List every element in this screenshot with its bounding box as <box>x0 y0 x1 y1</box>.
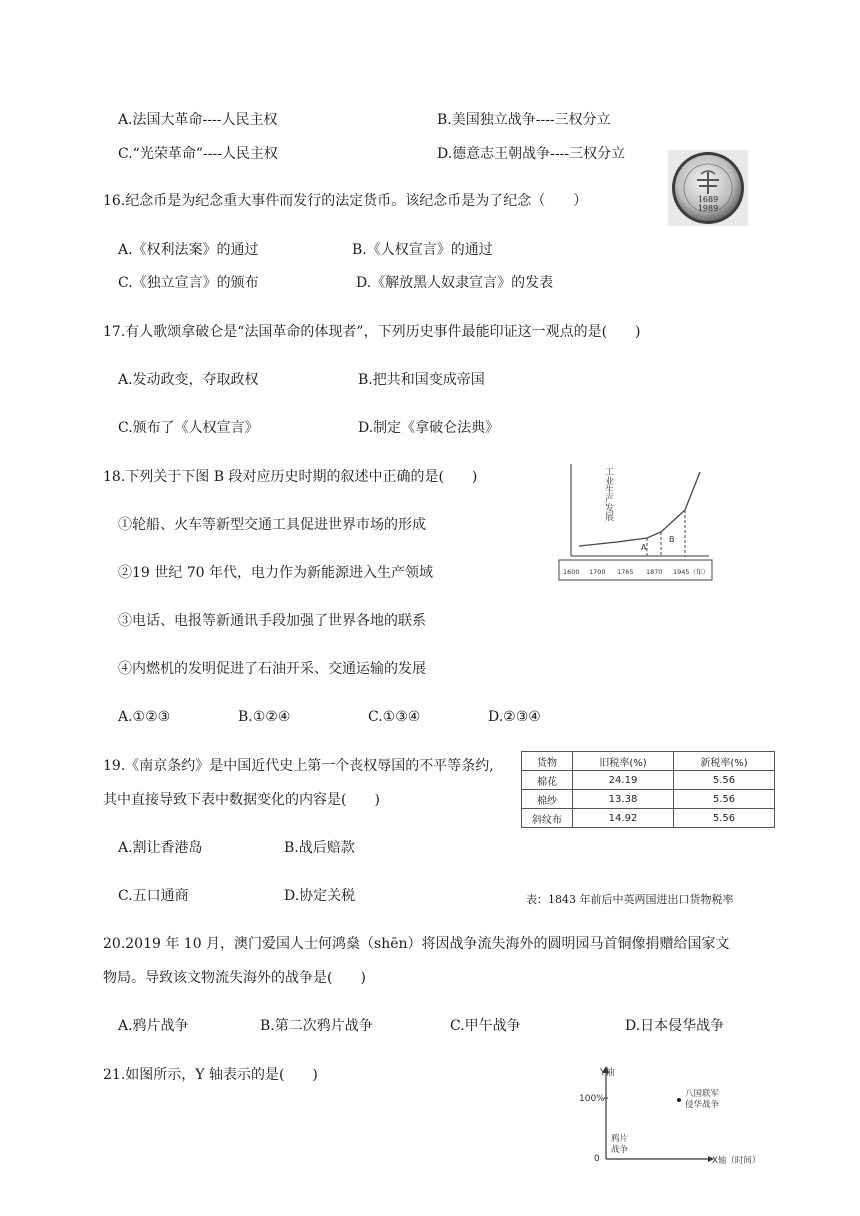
industrial-production-figure <box>557 458 714 584</box>
q19-stem-line-2: 其中直接导致下表中数据变化的内容是( ) <box>103 792 380 808</box>
q18-option-c: C.①③④ <box>368 709 421 725</box>
q18-option-d: D.②③④ <box>488 709 541 725</box>
table-cell: 24.19 <box>573 771 674 790</box>
x-axis-label: X轴（时间） <box>712 1156 761 1166</box>
q17-stem: 17.有人歌颂拿破仑是“法国革命的体现者”，下列历史事件最能印证这一观点的是( ) <box>103 324 641 340</box>
q16-stem: 16.纪念币是为纪念重大事件而发行的法定货币。该纪念币是为了纪念（ ） <box>103 193 588 209</box>
q20-option-d: D.日本侵华战争 <box>625 1018 725 1034</box>
table-cell: 斜纹布 <box>522 809 573 828</box>
tick-1870: 1870 <box>646 568 663 576</box>
q19-table-caption: 表：1843 年前后中英两国进出口货物税率 <box>526 893 734 906</box>
segment-b-label: B <box>669 535 675 544</box>
tick-1700: 1700 <box>589 568 606 576</box>
table-cell: 14.92 <box>573 809 674 828</box>
q20-option-c: C.甲午战争 <box>450 1018 521 1034</box>
q21-axis-figure <box>578 1063 764 1173</box>
point-label-bottom-2: 战争 <box>611 1145 629 1155</box>
coin-year-top: 1689 <box>697 195 719 204</box>
table-cell: 5.56 <box>674 809 775 828</box>
q15-option-b: B.美国独立战争----三权分立 <box>437 112 611 128</box>
q20-option-a: A.鸦片战争 <box>118 1018 189 1034</box>
figure-ylabel: 工业生产发展 <box>559 467 613 477</box>
q18-option-b: B.①②④ <box>238 709 291 725</box>
q16-option-a: A.《权利法案》的通过 <box>118 242 259 258</box>
table-cell: 5.56 <box>674 790 775 809</box>
segment-a-label: A <box>641 543 647 552</box>
q18-item-4: ④内燃机的发明促进了石油开采、交通运输的发展 <box>118 661 426 677</box>
q19-option-b: B.战后赔款 <box>284 840 355 856</box>
table-header-new-rate: 新税率(%) <box>674 752 775 771</box>
point-label-top-2: 侵华战争 <box>685 1100 720 1110</box>
q20-stem-line-1: 20.2019 年 10 月，澳门爱国人士何鸿燊（shēn）将因战争流失海外的圆明园马首铜像捐赠给国家文 <box>103 936 730 952</box>
q16-option-d: D.《解放黑人奴隶宣言》的发表 <box>356 275 554 291</box>
q20-stem-line-2: 物局。导致该文物流失海外的战争是( ) <box>103 970 366 986</box>
table-header-old-rate: 旧税率(%) <box>573 752 674 771</box>
point-label-top-1: 八国联军 <box>685 1089 720 1099</box>
table-header-row <box>522 752 775 771</box>
q15-option-a: A.法国大革命----人民主权 <box>118 112 278 128</box>
q18-item-3: ③电话、电报等新通讯手段加强了世界各地的联系 <box>118 613 426 629</box>
table-cell: 13.38 <box>573 790 674 809</box>
y-axis-label: Y轴 <box>600 1068 615 1078</box>
q17-option-b: B.把共和国变成帝国 <box>358 372 485 388</box>
q17-option-d: D.制定《拿破仑法典》 <box>358 420 500 436</box>
q18-item-2: ②19 世纪 70 年代，电力作为新能源进入生产领域 <box>118 565 433 581</box>
q18-option-a: A.①②③ <box>118 709 171 725</box>
tax-rate-table <box>521 751 775 828</box>
y-100-label: 100% <box>579 1094 605 1104</box>
q16-option-c: C.《独立宣言》的颁布 <box>118 275 259 291</box>
coin-year-bottom: 1989 <box>697 204 719 213</box>
table-cell: 棉花 <box>522 771 573 790</box>
q15-option-d: D.德意志王朝战争----三权分立 <box>437 146 626 162</box>
q17-option-c: C.颁布了《人权宣言》 <box>118 420 259 436</box>
table-row <box>522 771 775 790</box>
q19-option-d: D.协定关税 <box>284 888 356 904</box>
table-cell: 棉纱 <box>522 790 573 809</box>
q20-option-b: B.第二次鸦片战争 <box>260 1018 373 1034</box>
tick-1945: 1945（年） <box>673 568 710 576</box>
q18-stem: 18.下列关于下图 B 段对应历史时期的叙述中正确的是( ) <box>103 469 478 485</box>
table-row <box>522 790 775 809</box>
q15-option-c: C.“光荣革命”----人民主权 <box>118 146 278 162</box>
q19-stem-line-1: 19.《南京条约》是中国近代史上第一个丧权辱国的不平等条约, <box>103 758 494 774</box>
tick-1600: 1600 <box>563 568 580 576</box>
q19-option-a: A.割让香港岛 <box>118 840 203 856</box>
tick-1765: 1765 <box>617 568 634 576</box>
q19-option-c: C.五口通商 <box>118 888 189 904</box>
q16-option-b: B.《人权宣言》的通过 <box>352 242 493 258</box>
table-header-goods: 货物 <box>522 752 573 771</box>
commemorative-coin-image <box>668 150 748 226</box>
q21-stem: 21.如图所示，Y 轴表示的是( ) <box>103 1067 318 1083</box>
origin-zero: 0 <box>594 1154 600 1164</box>
q17-option-a: A.发动政变，夺取政权 <box>118 372 259 388</box>
point-label-bottom-1: 鸦片 <box>611 1134 629 1144</box>
table-row <box>522 809 775 828</box>
table-cell: 5.56 <box>674 771 775 790</box>
q18-item-1: ①轮船、火车等新型交通工具促进世界市场的形成 <box>118 517 426 533</box>
